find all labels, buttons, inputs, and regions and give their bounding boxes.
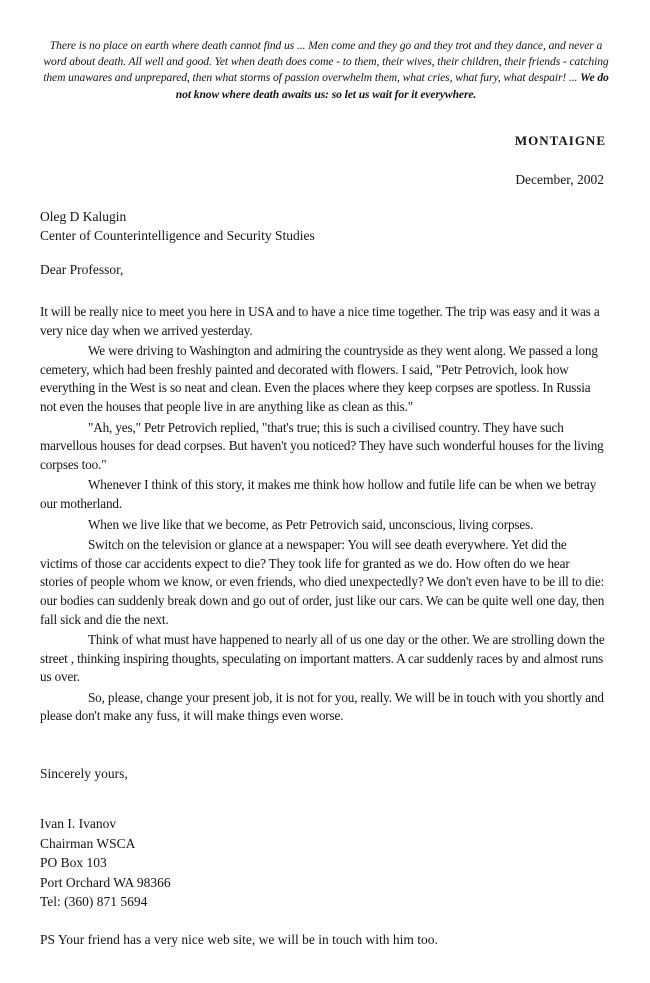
epigraph-author: MONTAIGNE	[514, 133, 606, 148]
body-paragraph-2: We were driving to Washington and admiring the countryside as they went along. We passed a long cemetery, which had been freshly painted and decorated with flowers. I said, "Petr Petrovich, look how everything in the West is so neat and clean. Even the places where they keep corpses are spotless. In Russia not even the houses that people live in are anything like as clean as this."	[40, 343, 598, 414]
recipient-name: Oleg D Kalugin	[40, 209, 127, 224]
body-paragraph-8: So, please, change your present job, it is not for you, really. We will be in touch with you shortly and please don't make any fuss, it will make things even worse.	[40, 689, 604, 724]
body-paragraph-4: Whenever I think of this story, it makes me think how hollow and futile life can be when we betray our motherland.	[40, 477, 597, 511]
epigraph-emphasis: We do not know where death awaits us: so let us wait for it everywhere.	[175, 71, 609, 101]
signer-city: Port Orchard WA 98366	[40, 874, 171, 890]
epigraph-text: There is no place on earth where death cannot find us ... Men come and they go and they trot and they dance, and never a word about death. All well and good. Yet when death does come - to them, their wives, their children, their friends - catching them unawares and unprepared, then what storms of passion overwhelm them, what cries, what fury, what despair! ...	[43, 39, 609, 85]
signer-title: Chairman WSCA	[40, 835, 136, 851]
signer-phone: Tel: (360) 871 5694	[40, 894, 148, 909]
body-paragraph-1: It will be really nice to meet you here in USA and to have a nice time together. The trip was easy and it was a very nice day when we arrived yesterday.	[40, 304, 600, 338]
recipient-block	[40, 207, 315, 245]
closing: Sincerely yours,	[40, 766, 128, 781]
body-paragraph-3: "Ah, yes," Petr Petrovich replied, "that's true; this is such a civilised country. They have such marvellous houses for dead corpses. But haven't you noticed? They have such wonderful houses for the living corpses too."	[40, 419, 604, 472]
letter-date: December, 2002	[515, 172, 604, 187]
body-paragraph-5: When we live like that we become, as Petr Petrovich said, unconscious, living corpses.	[88, 516, 534, 532]
signer-name: Ivan I. Ivanov	[40, 816, 117, 831]
recipient-org: Center of Counterintelligence and Security Studies	[40, 228, 315, 243]
postscript: PS Your friend has a very nice web site, we will be in touch with him too.	[40, 932, 438, 947]
body-paragraph-6: Switch on the television or glance at a newspaper: You will see death everywhere. Yet did the victims of those car accidents expect to die? They took life for granted as we do. How often do we hear stories of people whom we know, or even friends, who died unexpectedly? We don't even have to be ill to die: our bodies can suddenly break down and go out of order, just like our cars. We can be quite well one day, then fall sick and die the next.	[40, 537, 605, 627]
salutation: Dear Professor,	[40, 262, 124, 277]
letter-body	[40, 303, 606, 728]
signature-block	[40, 814, 171, 912]
epigraph-quote	[40, 38, 612, 103]
signer-po-box: PO Box 103	[40, 855, 107, 870]
body-paragraph-7: Think of what must have happened to nearly all of us one day or the other. We are strolling down the street , thinking inspiring thoughts, speculating on important matters. A car suddenly races by and almost runs us over.	[40, 632, 605, 685]
